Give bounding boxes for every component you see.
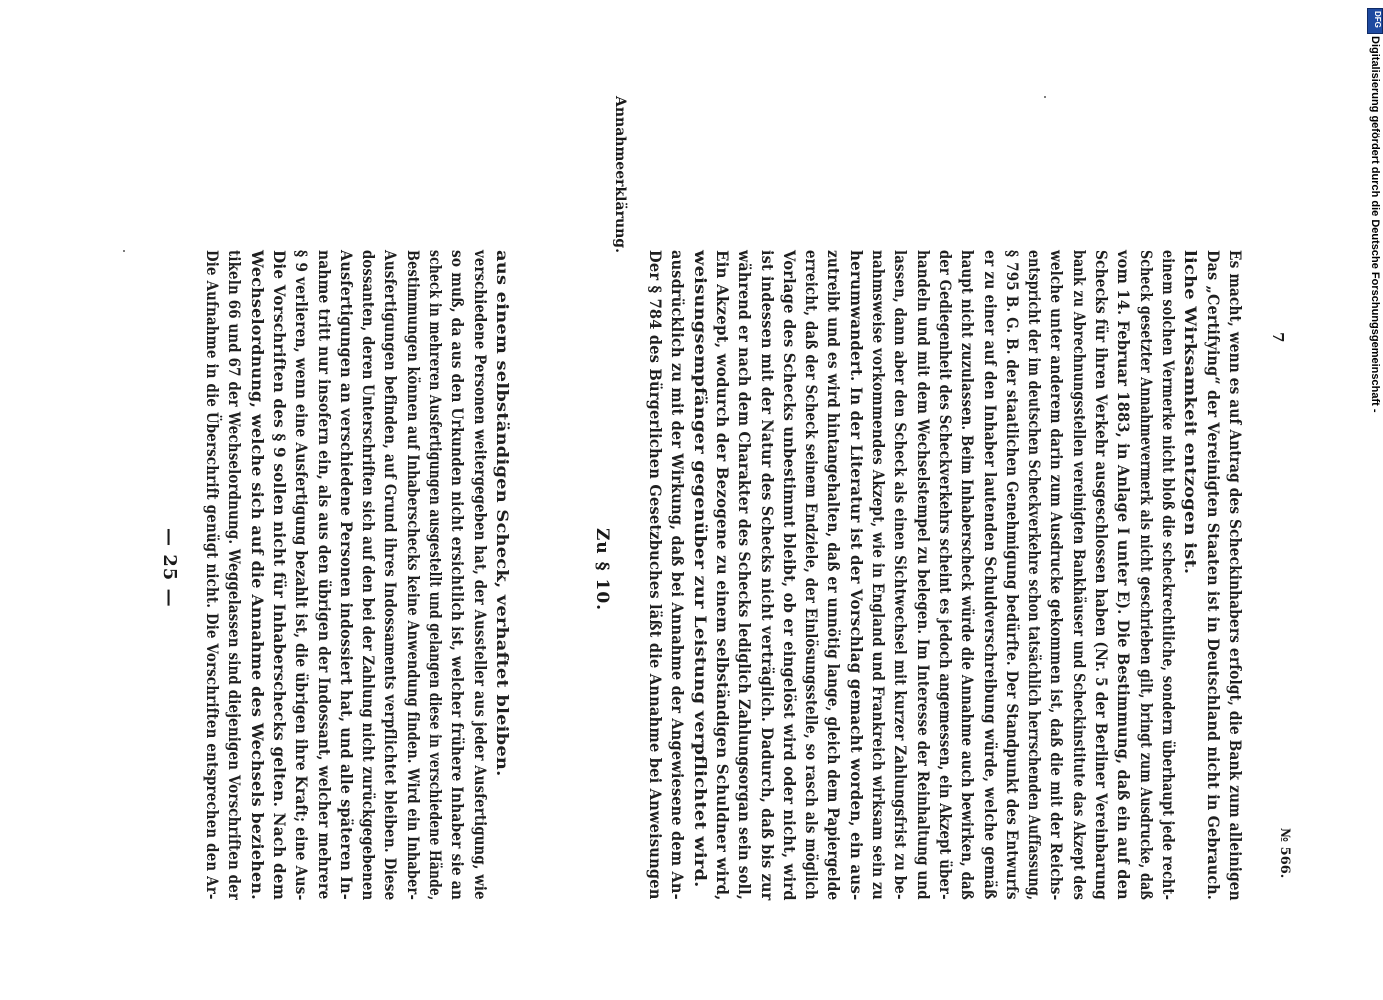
text-line: Es macht, wenn es auf Antrag des Scheckinhabers erfolgt, die Bank zum alleinigen (1225, 250, 1245, 901)
text-line: scheck in mehreren Ausfertigungen ausgestellt und gelangen diese in verschiedene Hände, (426, 250, 445, 901)
text-line: während er nach dem Charakter des Schecks lediglich Zahlungsorgan sein soll, (735, 250, 755, 900)
text-line: tikeln 66 und 67 der Wechselordnung. Weggelassen sind diejenigen Vorschriften der (225, 250, 245, 901)
text-line: ausdrücklich zu mit der Wirkung, daß bei Annahme der Angewiesene dem An- (668, 250, 688, 900)
text-line: dossanten, deren Unterschriften sich auf den bei der Zahlung nicht zurückgegebenen (359, 250, 379, 901)
footer-signature-number: 7 (1269, 332, 1287, 343)
text-line: entspricht der im deutschen Scheckverkehre schon tatsächlich herrschenden Auffassung, (1025, 250, 1045, 901)
side-heading-annahmeerklaerung: Annahmeerklärung. (612, 96, 628, 253)
text-line: Das „Certifying“ der Vereinigten Staaten ist in Deutschland nicht in Gebrauch. (1203, 250, 1223, 901)
text-line: nahme tritt nur insofern ein, als aus den übrigen der Indossant, welcher mehrere (314, 250, 334, 900)
digitization-credit: Digitalisierung gefördert durch die Deutsche Forschungsgemeinschaft - (1369, 36, 1381, 413)
text-line: haupt nicht zuzulassen. Beim Inhaberscheck würde die Annahme auch bewirken, daß (958, 250, 978, 900)
text-line: verschiedene Personen weitergegeben hat, der Aussteller aus jeder Ausfertigung, wie (470, 250, 490, 900)
scan-speck (123, 250, 125, 252)
text-line: ist indessen mit der Natur des Schecks nicht verträglich. Dadurch, daß bis zur (757, 250, 777, 901)
text-line: zutreibt und es wird hintangehalten, daß er unnötig lange, gleich dem Papiergelde (824, 250, 844, 901)
dfg-logo (1367, 8, 1383, 34)
text-line: Schecks für ihren Verkehr ausgeschlossen haben (Nr. 5 der Berliner Vereinbarung (1092, 250, 1111, 900)
text-line: § 9 verlieren, wenn eine Ausfertigung bezahlt ist, die übrigen ihre Kraft; eine Aus- (292, 250, 312, 901)
text-line: aus einem selbständigen Scheck, verhaftet bleiben. (492, 250, 512, 777)
section-title: Zu § 10. (592, 528, 612, 612)
text-line: Die Vorschriften des § 9 sollen nicht für Inhaberschecks gelten. Nach dem (269, 250, 289, 901)
text-line: Der § 784 des Bürgerlichen Gesetzbuches läßt die Annahme bei Anweisungen (646, 250, 665, 900)
text-line: bank zu Abrechnungsstellen vereinigten Bankhäuser und Scheckinstitute das Akzept des (1069, 250, 1089, 901)
text-line: weisungsempfänger gegenüber zur Leistung verpflichtet wird. (690, 250, 710, 888)
text-line: lassen, dann aber den Scheck als einen Sichtwechsel mit kurzer Zahlungsfrist zu be- (891, 250, 911, 900)
text-line: Scheck gesetzter Annahmevermerk als nicht geschrieben gilt, bringt zum Ausdrucke, daß (1136, 250, 1156, 901)
text-line: handeln und mit dem Wechselstempel zu belegen. Im Interesse der Reinhaltung und (913, 250, 933, 900)
text-line: Die Aufnahme in die Überschrift genügt nicht. Die Vorschriften entsprechen den Ar- (203, 250, 222, 900)
text-line: Ein Akzept, wodurch der Bezogene zu einem selbständigen Schuldner wird, (712, 250, 732, 901)
page-number: — 25 — (159, 528, 180, 608)
text-line: welche unter anderem darin zum Ausdrucke gekommen ist, daß die mit der Reichs- (1047, 250, 1067, 901)
text-line: vom 14. Februar 1883, in Anlage I unter E). Die Bestimmung, daß ein auf den (1114, 250, 1134, 900)
text-line: Ausfertigungen befinden, auf Grund ihres Indossaments verpflichtet bleiben. Diese (381, 250, 401, 901)
footer-number-mark: № 566. (1277, 828, 1292, 879)
dfg-logo-text: DFG (1373, 11, 1382, 28)
text-line: nahmsweise vorkommendes Akzept, wie in England und Frankreich wirksam sein zu (869, 250, 888, 900)
text-line: einem solchen Vermerke nicht bloß die scheckrechtliche, sondern überhaupt jede recht- (1158, 250, 1178, 901)
text-line: liche Wirksamkeit entzogen ist. (1181, 250, 1201, 575)
text-line: so muß, da aus den Urkunden nicht ersichtlich ist, welcher frühere Inhaber sie an (448, 250, 468, 901)
text-line: Bestimmungen können auf Inhaberschecks keine Anwendung finden. Wird ein Inhaber- (403, 250, 423, 900)
text-line: erreicht, daß der Scheck seinem Endziele, der Einlösungsstelle, so rasch als möglich (802, 250, 822, 900)
scan-speck (1044, 96, 1046, 98)
text-line: Ausfertigungen an verschiedene Personen indossiert hat, und alle späteren In- (336, 250, 356, 900)
text-line: Vorlage des Schecks unbestimmt bleibt, ob er eingelöst wird oder nicht, wird (779, 250, 799, 901)
text-line: herumwandert. In der Literatur ist der Vorschlag gemacht worden, ein aus- (846, 250, 866, 901)
text-line: § 795 B. G. B. der staatlichen Genehmigung bedürfte. Der Standpunkt des Entwurfs (1002, 250, 1022, 900)
text-line: Wechselordnung, welche sich auf die Annahme des Wechsels beziehen. (247, 250, 267, 900)
text-line: der Gediegenheit des Scheckverkehrs scheint es jedoch angemessen, ein Akzept über- (935, 250, 955, 900)
text-line: er zu einer auf den Inhaber lautenden Schuldverschreibung würde, welche gemäß (980, 250, 1000, 900)
